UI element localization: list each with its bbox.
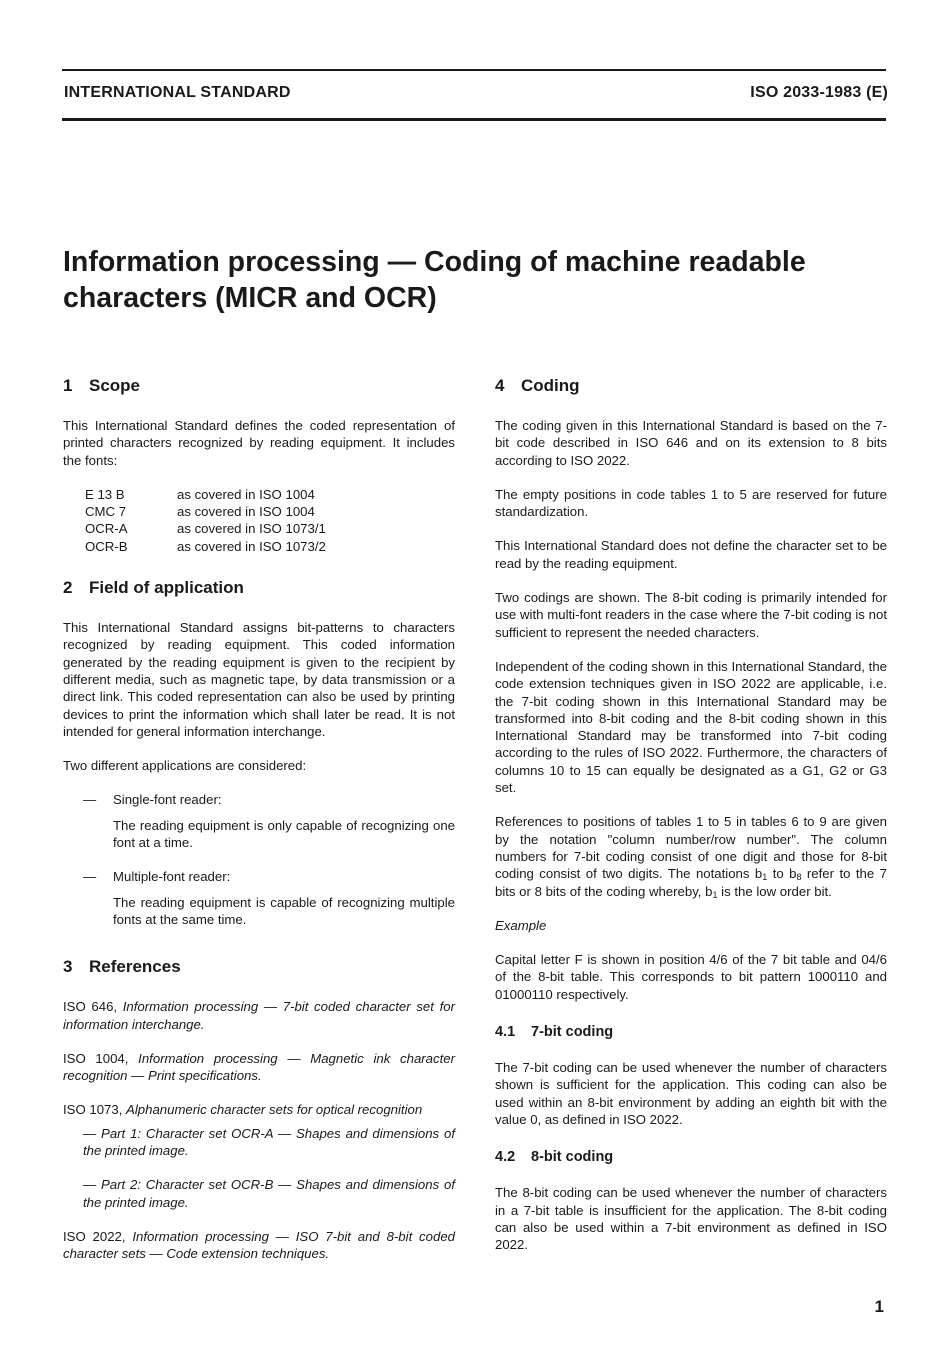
text-run: is the low order bit. [717, 883, 832, 899]
paragraph: Two different applications are considered: [63, 758, 307, 774]
text-run: to b [767, 866, 797, 882]
example-text: Capital letter F is shown in position 4/6 of the 7 bit table and 04/6 of the 8-bit table. This corresponds to bit pattern 1000110 and 01000110 respectively. [495, 952, 887, 1002]
left-column [63, 375, 455, 1280]
section-title: Field of application [89, 578, 244, 598]
reference-title: Information processing — Magnetic ink character recognition — Print specifications. [63, 1050, 456, 1084]
section-heading [495, 375, 887, 397]
list-description: The reading equipment is capable of recognizing multiple fonts at the same time. [113, 894, 455, 927]
section-8bit-coding [495, 1148, 887, 1253]
paragraph: Independent of the coding shown in this International Standard, the code extension techniques given in ISO 2022 are applicable, i.e. the 7-bit coding shown in this International Standard may be transformed into 8-bit coding and the 8-bit coding shown in this International Standard may be transformed into 7-bit coding according to the rules of ISO 2022. Furthermore, the characters of columns 10 to 15 can equally be designated as a G1, G2 or G3 set. [495, 658, 887, 796]
section-coding [495, 375, 887, 1003]
right-column [495, 375, 887, 1270]
section-scope [63, 375, 455, 555]
paragraph-bit-notation [495, 813, 887, 899]
paragraph: The coding given in this International Standard is based on the 7-bit code described in ISO 646 and on its extension to 8 bits according to ISO 2022. [495, 418, 887, 468]
reference-id: ISO 1004, [63, 1050, 139, 1066]
subscript: 1 [712, 889, 718, 900]
section-number: 4 [495, 376, 505, 395]
section-7bit-coding [495, 1023, 887, 1128]
page-title: Information processing — Coding of machine readable characters (MICR and OCR) [63, 246, 806, 314]
list-label: Single-font reader: [113, 792, 222, 808]
section-title: Scope [89, 376, 141, 395]
list-dash: — [83, 869, 97, 885]
reference-title: Information processing — 7-bit coded character set for information interchange. [63, 999, 455, 1032]
font-row [85, 486, 326, 503]
paragraph: The 7-bit coding can be used whenever the number of characters shown is sufficient for the application. This coding can also be used within an 8-bit environment by adding an eighth bit with the value 0, as defined in ISO 2022. [495, 1060, 887, 1127]
reference-title: Information processing — ISO 7-bit and 8-bit coded character sets — Code extension techniques. [63, 1228, 455, 1262]
font-row [85, 503, 326, 520]
font-desc: as covered in ISO 1004 [177, 486, 315, 502]
font-code: OCR-A [85, 521, 128, 537]
example-label: Example [495, 917, 547, 933]
subsection-heading [495, 1023, 887, 1042]
list-item [83, 791, 455, 808]
font-code: E 13 B [85, 486, 125, 502]
font-row [85, 538, 326, 555]
reference-entry [63, 1228, 455, 1263]
paragraph: This International Standard does not define the character set to be read by the reading equipment. [495, 538, 887, 571]
header-document-id: ISO 2033-1983 (E) [750, 84, 888, 101]
section-heading [63, 375, 455, 397]
section-heading [63, 577, 455, 599]
font-code: OCR-B [85, 538, 128, 554]
list-description: The reading equipment is only capable of recognizing one font at a time. [113, 817, 455, 851]
text-run: refer to the 7 bits or 8 bits of the coding whereby, b [495, 866, 887, 899]
section-number: 2 [63, 578, 73, 598]
header-standard-label: INTERNATIONAL STANDARD [64, 84, 291, 101]
font-row [85, 520, 326, 537]
font-code: CMC 7 [85, 504, 127, 520]
reference-id: ISO 1073, [63, 1102, 127, 1118]
font-desc: as covered in ISO 1073/1 [177, 521, 326, 537]
paragraph: This International Standard assigns bit-patterns to characters recognized by reading equipment. This coded information generated by the reading equipment is given to the recipient by different media, such as magnetic tape, by data transmission or a direct link. This coded representation can also be used by printing devices to print the information which shall later be read. It is not intended for general information interchange. [63, 620, 455, 739]
reference-entry [63, 1050, 455, 1085]
header-bottom-rule [62, 118, 886, 121]
reference-id: ISO 646, [63, 999, 123, 1015]
section-heading [63, 956, 455, 978]
paragraph: This International Standard defines the coded representation of printed characters recognized by reading equipment. It includes the fonts: [63, 418, 455, 468]
section-title: Coding [521, 376, 580, 395]
reference-id: ISO 2022, [63, 1228, 133, 1244]
paragraph: The 8-bit coding can be used whenever the number of characters in a 7-bit table is insufficient for the application. The 8-bit coding can also be used within a 7-bit environment as defined in ISO 2022. [495, 1185, 887, 1253]
reference-title: Alphanumeric character sets for optical recognition [126, 1102, 423, 1118]
font-list [85, 486, 326, 555]
subsection-heading [495, 1148, 887, 1167]
section-references [63, 956, 455, 1262]
subscript: 1 [762, 872, 768, 883]
reference-entry [63, 998, 455, 1033]
paragraph: Two codings are shown. The 8-bit coding is primarily intended for use with multi-font readers in the case where the 7-bit coding is not sufficient to represent the needed characters. [495, 590, 887, 640]
subsection-number: 4.1 [495, 1024, 516, 1041]
reference-entry [63, 1101, 455, 1118]
font-desc: as covered in ISO 1073/2 [177, 538, 326, 554]
list-dash: — [83, 792, 97, 808]
font-desc: as covered in ISO 1004 [177, 504, 315, 520]
section-title: References [89, 957, 181, 977]
page-number: 1 [874, 1297, 884, 1316]
subscript: 8 [796, 872, 802, 883]
reference-part: — Part 2: Character set OCR-B — Shapes and dimensions of the printed image. [83, 1177, 455, 1210]
section-number: 1 [63, 376, 73, 395]
section-field-of-application [63, 577, 455, 928]
list-label: Multiple-font reader: [113, 869, 231, 885]
header-top-rule [62, 69, 886, 71]
reference-part: — Part 1: Character set OCR-A — Shapes and dimensions of the printed image. [83, 1125, 455, 1159]
subsection-number: 4.2 [495, 1149, 516, 1166]
subsection-title: 7-bit coding [531, 1024, 614, 1041]
subsection-title: 8-bit coding [531, 1149, 614, 1166]
paragraph: The empty positions in code tables 1 to 5 are reserved for future standardization. [495, 486, 887, 520]
section-number: 3 [63, 957, 73, 977]
list-item [83, 868, 455, 885]
text-run: References to positions of tables 1 to 5 in tables 6 to 9 are given by the notation "column number/row number". The column numbers for 7-bit coding consist of one digit and those for 8-bit coding consist of two digits. The notations b [495, 814, 887, 882]
